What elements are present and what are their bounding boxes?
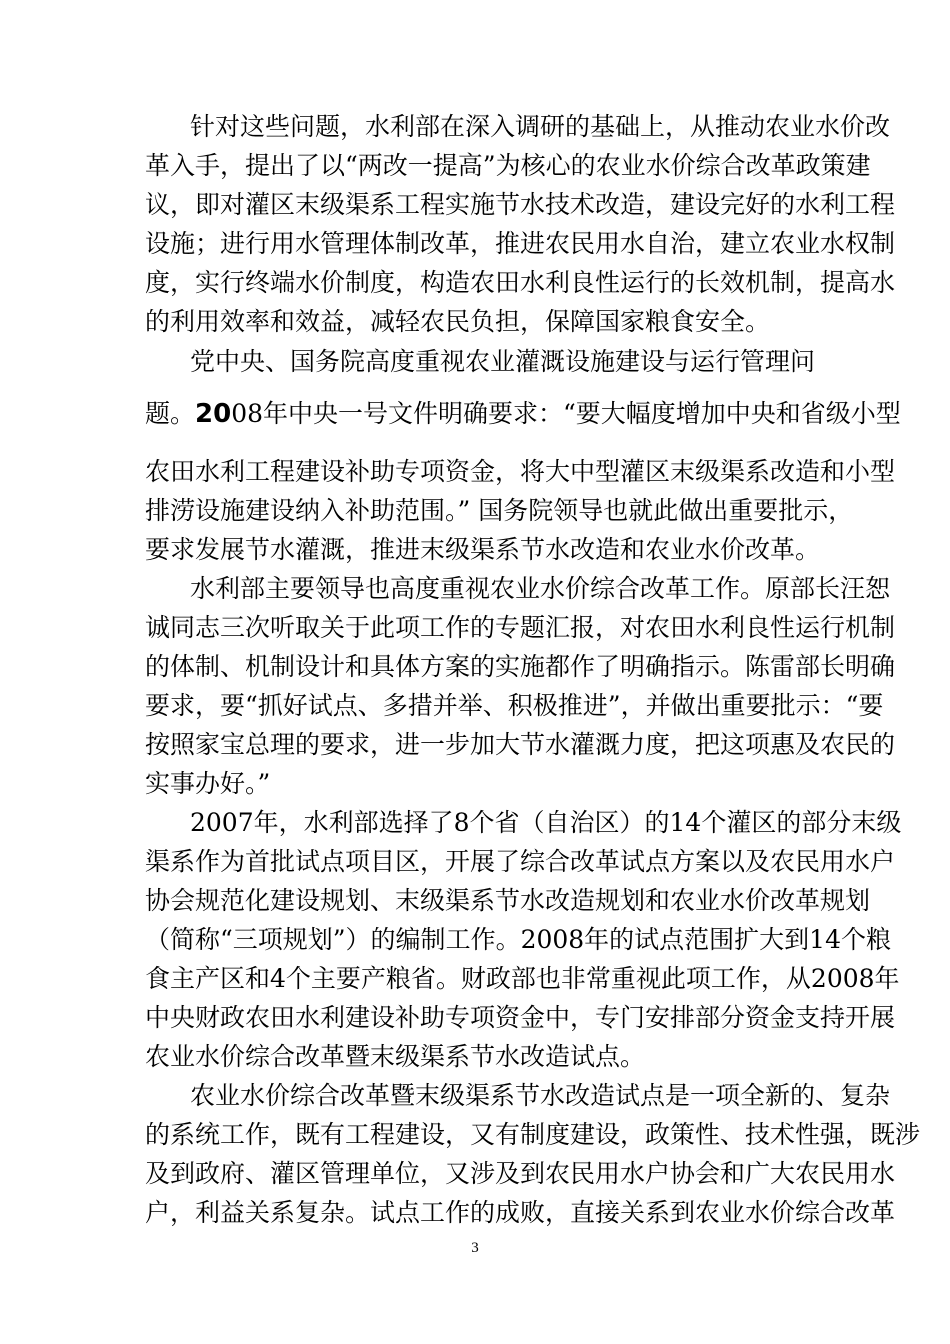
paragraph-4-line-6: 中央财政农田水利建设补助专项资金中，专门安排部分资金支持开展 [145,1003,896,1032]
paragraph-1-line-4: 设施；进行用水管理体制改革，推进农民用水自治，建立农业水权制 [145,229,896,258]
paragraph-3-line-5: 按照家宝总理的要求，进一步加大节水灌溉力度，把这项惠及农民的 [145,730,896,759]
paragraph-3-line-2: 诚同志三次听取关于此项工作的专题汇报，对农田水利良性运行机制 [145,613,896,642]
paragraph-5-line-1: 农业水价综合改革暨末级渠系节水改造试点是一项全新的、复杂 [190,1081,891,1110]
paragraph-5-line-2: 的系统工作，既有工程建设，又有制度建设，政策性、技术性强，既涉 [145,1120,921,1149]
paragraph-4-line-7: 农业水价综合改革暨末级渠系节水改造试点。 [145,1042,646,1071]
paragraph-1-line-3: 议，即对灌区末级渠系工程实施节水技术改造，建设完好的水利工程 [145,190,896,219]
paragraph-3-line-3: 的体制、机制设计和具体方案的实施都作了明确指示。陈雷部长明确 [145,652,896,681]
paragraph-2-line-3: 农田水利工程建设补助专项资金，将大中型灌区末级渠系改造和小型 [145,457,896,486]
paragraph-4-line-5: 食主产区和4个主要产粮省。财政部也非常重视此项工作，从2008年 [145,964,900,993]
paragraph-5-line-4: 户，利益关系复杂。试点工作的成败，直接关系到农业水价综合改革 [145,1198,896,1227]
paragraph-2-line-2-part-b: 08年中央一号文件明确要求：“要大幅度增加中央和省级小型 [231,399,901,428]
paragraph-3-line-4: 要求，要“抓好试点、多措并举、积极推进”，并做出重要批示：“要 [145,691,884,720]
paragraph-2-line-4: 排涝设施建设纳入补助范围。” 国务院领导也就此做出重要批示， [145,496,854,525]
paragraph-5-line-3: 及到政府、灌区管理单位，又涉及到农民用水户协会和广大农民用水 [145,1159,896,1188]
paragraph-4-line-3: 协会规范化建设规划、末级渠系节水改造规划和农业水价改革规划 [145,886,871,915]
paragraph-1-line-6: 的利用效率和效益，减轻农民负担，保障国家粮食安全。 [145,307,771,336]
paragraph-2-line-1: 党中央、国务院高度重视农业灌溉设施建设与运行管理问 [190,347,816,376]
paragraph-1-line-2: 革入手，提出了以“两改一提高”为核心的农业水价综合改革政策建 [145,151,871,180]
paragraph-1-line-1: 针对这些问题，水利部在深入调研的基础上，从推动农业水价改 [190,112,891,141]
paragraph-2-line-2-part-a: 题。 [145,399,196,428]
paragraph-1-line-5: 度，实行终端水价制度，构造农田水利良性运行的长效机制，提高水 [145,268,896,297]
page-number: 3 [471,1240,479,1256]
paragraph-2-line-5: 要求发展节水灌溉，推进末级渠系节水改造和农业水价改革。 [145,535,821,564]
paragraph-4-line-4: （简称“三项规划”）的编制工作。2008年的试点范围扩大到14个粮 [145,925,891,954]
paragraph-4-line-2: 渠系作为首批试点项目区，开展了综合改革试点方案以及农民用水户 [145,847,896,876]
paragraph-3-line-6: 实事办好。” [145,769,271,798]
paragraph-2-line-2-bold-digits: 20 [195,399,232,429]
paragraph-2-line-2 [145,397,901,431]
paragraph-4-line-1: 2007年，水利部选择了8个省（自治区）的14个灌区的部分末级 [190,808,902,837]
paragraph-3-line-1: 水利部主要领导也高度重视农业水价综合改革工作。原部长汪恕 [190,574,891,603]
